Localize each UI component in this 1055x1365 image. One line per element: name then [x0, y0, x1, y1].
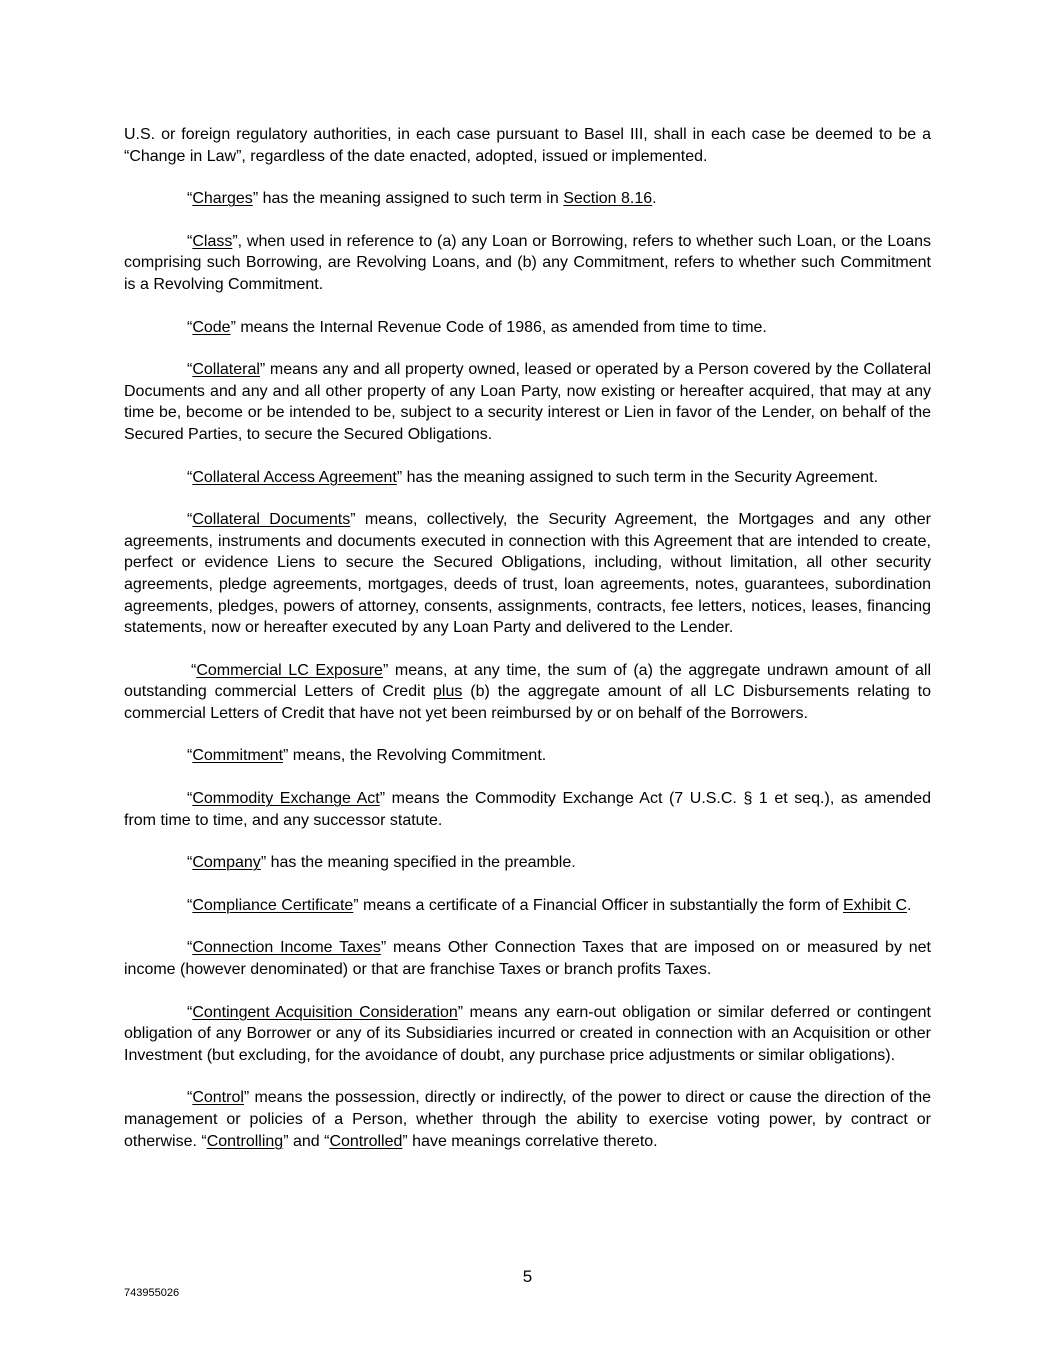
open-quote: “	[187, 361, 193, 379]
definition-company	[124, 852, 931, 874]
defined-term: Control	[192, 1089, 244, 1107]
definition-tail: (b) the aggregate amount of all LC Disbursements relating to commercial Letters of Credit that have not yet been reimbursed by or on behalf of the Borrowers.	[124, 683, 931, 722]
open-quote: “	[191, 661, 197, 679]
open-quote: “	[187, 1089, 193, 1107]
open-quote: “	[187, 232, 193, 250]
open-quote: “	[187, 790, 193, 808]
definition-compliance-certificate	[124, 895, 931, 917]
definition-commitment	[124, 745, 931, 767]
close-quote: ”	[232, 232, 238, 250]
defined-term: Charges	[192, 190, 253, 208]
defined-term-controlling: Controlling	[206, 1132, 284, 1150]
definition-commercial-lc-exposure	[124, 660, 931, 725]
defined-term: Collateral	[192, 361, 260, 379]
definition-connection-income-taxes	[124, 937, 931, 980]
close-quote: ”	[243, 1089, 250, 1107]
definition-text: means any earn-out obligation or similar deferred or contingent obligation of any Borrower or any of its Subsidiaries incurred or created in connection with an Acquisition or other Investment (but excluding, for the avoidance of doubt, any purchase price adjustments or similar obligations).	[124, 1003, 931, 1064]
defined-term: Collateral Access Agreement	[192, 468, 397, 486]
exhibit-reference: Exhibit C	[842, 896, 908, 914]
open-quote: “	[187, 939, 193, 957]
open-quote: “	[187, 1003, 193, 1021]
defined-term: Code	[192, 318, 231, 336]
defined-term: Company	[192, 854, 261, 872]
definition-class	[124, 231, 931, 296]
defined-term: Compliance Certificate	[192, 896, 354, 914]
close-quote: ”	[252, 190, 259, 208]
open-quote: “	[187, 468, 193, 486]
close-quote: ”	[382, 661, 389, 679]
section-reference: Section 8.16	[563, 190, 653, 208]
paragraph-text: U.S. or foreign regulatory authorities, in each case pursuant to Basel III, shall in each case be deemed to be a “Change in Law”, regardless of the date enacted, adopted, issued or implemented.	[124, 126, 931, 165]
definition-text: means, at any time, the sum of (a) the aggregate undrawn amount of all outstanding commercial Letters of Credit	[124, 661, 932, 701]
definition-tail: .	[652, 190, 657, 208]
defined-term: Connection Income Taxes	[192, 939, 381, 957]
definition-tail: .	[907, 896, 912, 914]
defined-term: Class	[192, 232, 233, 250]
open-quote: “	[187, 854, 193, 872]
definition-text: has the meaning assigned to such term in the Security Agreement.	[402, 468, 879, 486]
defined-term: Commercial LC Exposure	[196, 661, 383, 679]
document-body	[124, 124, 931, 1173]
defined-term-controlled: Controlled	[329, 1132, 403, 1150]
definition-text: has the meaning specified in the preamble.	[266, 854, 576, 872]
connector-text: ” and “	[283, 1132, 330, 1150]
definition-text: means the Commodity Exchange Act (7 U.S.C. § 1 et seq.), as amended from time to time, and any successor statute.	[124, 790, 931, 829]
document-id: 743955026	[124, 1287, 180, 1299]
definition-code	[124, 317, 931, 339]
close-quote: ”	[396, 468, 403, 486]
definition-text: has the meaning assigned to such term in	[258, 190, 564, 208]
close-quote: ”	[380, 939, 387, 957]
close-quote: ”	[379, 790, 386, 808]
close-quote: ”	[353, 896, 359, 914]
definition-text: means, the Revolving Commitment.	[288, 747, 547, 765]
defined-term: Commitment	[192, 747, 284, 765]
definition-tail: ” have meanings correlative thereto.	[402, 1132, 658, 1150]
definition-text: means a certificate of a Financial Officer in substantially the form of	[358, 896, 843, 914]
definition-text: means Other Connection Taxes that are imposed on or measured by net income (however denominated) or that are franchise Taxes or branch profits Taxes.	[124, 939, 932, 979]
open-quote: “	[187, 318, 193, 336]
close-quote: ”	[283, 747, 289, 765]
open-quote: “	[187, 747, 193, 765]
definition-charges	[124, 188, 931, 210]
open-quote: “	[187, 190, 193, 208]
definition-text: means, collectively, the Security Agreement, the Mortgages and any other agreements, instruments and documents executed in connection with this Agreement that are intended to create, perfect or evidence Liens to secure the Secured Obligations, including, without limitation, all other security agreements, pledge agreements, mortgages, deeds of trust, loan agreements, notes, guarantees, subordination agreements, pledges, powers of attorney, consents, assignments, contracts, fee letters, notices, leases, financing statements, now or hereafter executed by any Loan Party and delivered to the Lender.	[124, 511, 932, 637]
definition-collateral	[124, 359, 931, 445]
definition-contingent-acquisition-consideration	[124, 1002, 931, 1067]
definition-text: means any and all property owned, leased or operated by a Person covered by the Collateral Documents and any and all other property of any Loan Party, now existing or hereafter acquired, that may at any time be, become or be intended to be, subject to a security interest or Lien in favor of the Lender, on behalf of the Secured Parties, to secure the Secured Obligations.	[124, 361, 931, 443]
definition-commodity-exchange-act	[124, 788, 931, 831]
defined-term: Contingent Acquisition Consideration	[192, 1003, 458, 1021]
emphasis-plus: plus	[433, 683, 463, 701]
definition-control	[124, 1087, 931, 1152]
definition-collateral-documents	[124, 509, 931, 639]
close-quote: ”	[230, 318, 236, 336]
definition-collateral-access-agreement	[124, 467, 931, 489]
defined-term: Collateral Documents	[192, 511, 351, 529]
continuation-paragraph	[124, 124, 931, 167]
definition-text: means the possession, directly or indirectly, of the power to direct or cause the direction of the management or policies of a Person, whether through the ability to exercise voting power, by contract or otherwise. “	[124, 1089, 931, 1150]
close-quote: ”	[457, 1003, 464, 1021]
definition-text: , when used in reference to (a) any Loan or Borrowing, refers to whether such Loan, or the Loans comprising such Borrowing, are Revolving Loans, and (b) any Commitment, refers to whether such Commitment is a Revolving Commitment.	[124, 232, 931, 293]
open-quote: “	[187, 896, 193, 914]
close-quote: ”	[260, 854, 267, 872]
page-number: 5	[522, 1267, 533, 1286]
close-quote: ”	[350, 511, 356, 529]
open-quote: “	[187, 511, 193, 529]
definition-text: means the Internal Revenue Code of 1986, as amended from time to time.	[235, 318, 767, 336]
defined-term: Commodity Exchange Act	[192, 790, 380, 808]
close-quote: ”	[259, 361, 266, 379]
